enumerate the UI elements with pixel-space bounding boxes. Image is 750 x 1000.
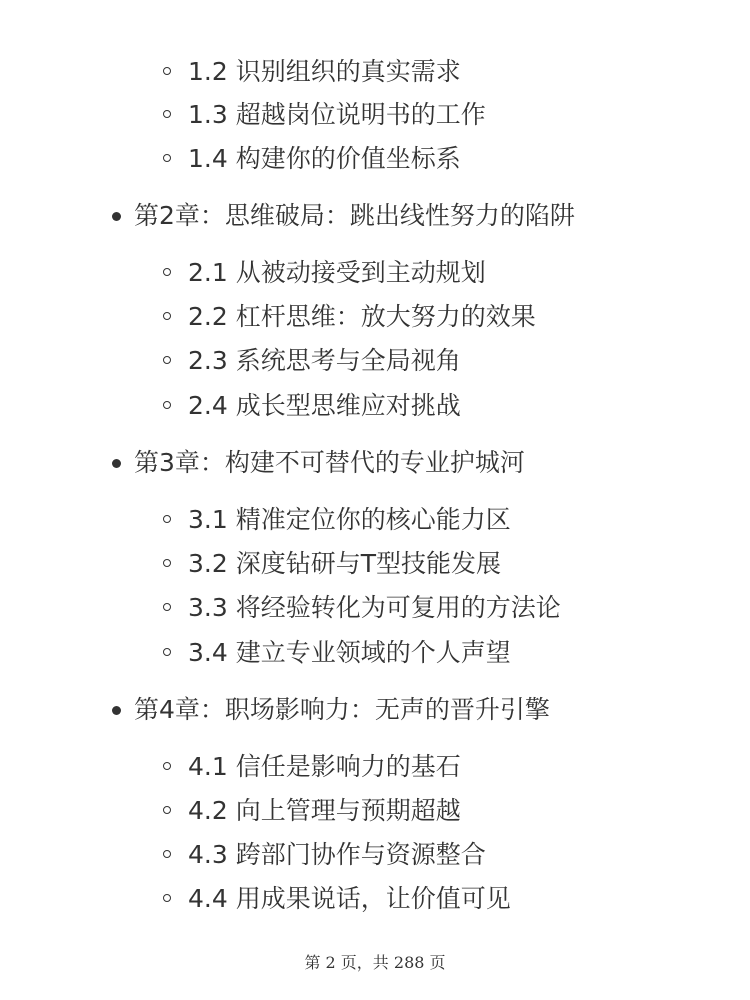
toc-subsection-4-3[interactable]: [188, 840, 486, 870]
toc-subsection-label: 4.3 跨部门协作与资源整合: [188, 840, 486, 869]
toc-subsection-label: 4.1 信任是影响力的基石: [188, 752, 461, 781]
hollow-bullet-icon: [163, 894, 171, 902]
hollow-bullet-icon: [163, 806, 171, 814]
toc-subsection-label: 1.4 构建你的价值坐标系: [188, 144, 461, 173]
hollow-bullet-icon: [163, 603, 171, 611]
hollow-bullet-icon: [163, 356, 171, 364]
hollow-bullet-icon: [163, 67, 171, 75]
toc-subsection-2-4[interactable]: [188, 391, 461, 421]
bullet-icon: [112, 212, 121, 221]
toc-subsection-1-3[interactable]: [188, 100, 486, 130]
hollow-bullet-icon: [163, 268, 171, 276]
toc-chapter-4[interactable]: [134, 695, 550, 725]
toc-subsection-4-2[interactable]: [188, 796, 461, 826]
toc-chapter-3[interactable]: [134, 448, 525, 478]
toc-chapter-title: 第2章：思维破局：跳出线性努力的陷阱: [134, 201, 575, 230]
toc-subsection-label: 3.2 深度钻研与T型技能发展: [188, 549, 501, 578]
toc-subsection-label: 4.2 向上管理与预期超越: [188, 796, 461, 825]
page-number-footer: 第 2 页，共 288 页: [304, 953, 446, 972]
toc-subsection-1-4[interactable]: [188, 144, 461, 174]
toc-chapter-title: 第4章：职场影响力：无声的晋升引擎: [134, 695, 550, 724]
toc-subsection-label: 3.3 将经验转化为可复用的方法论: [188, 593, 561, 622]
hollow-bullet-icon: [163, 401, 171, 409]
hollow-bullet-icon: [163, 762, 171, 770]
toc-subsection-label: 3.4 建立专业领域的个人声望: [188, 638, 511, 667]
toc-subsection-label: 2.2 杠杆思维：放大努力的效果: [188, 302, 536, 331]
hollow-bullet-icon: [163, 154, 171, 162]
toc-subsection-label: 2.1 从被动接受到主动规划: [188, 258, 486, 287]
bullet-icon: [112, 459, 121, 468]
toc-subsection-2-1[interactable]: [188, 258, 486, 288]
hollow-bullet-icon: [163, 850, 171, 858]
hollow-bullet-icon: [163, 312, 171, 320]
toc-subsection-3-3[interactable]: [188, 593, 561, 623]
toc-subsection-3-4[interactable]: [188, 638, 511, 668]
toc-subsection-label: 3.1 精准定位你的核心能力区: [188, 505, 511, 534]
hollow-bullet-icon: [163, 515, 171, 523]
toc-subsection-label: 2.3 系统思考与全局视角: [188, 346, 461, 375]
toc-subsection-3-2[interactable]: [188, 549, 501, 579]
toc-subsection-2-3[interactable]: [188, 346, 461, 376]
toc-subsection-2-2[interactable]: [188, 302, 536, 332]
hollow-bullet-icon: [163, 559, 171, 567]
toc-subsection-1-2[interactable]: [188, 57, 461, 87]
toc-subsection-label: 4.4 用成果说话，让价值可见: [188, 884, 511, 913]
toc-chapter-title: 第3章：构建不可替代的专业护城河: [134, 448, 525, 477]
toc-subsection-3-1[interactable]: [188, 505, 511, 535]
bullet-icon: [112, 706, 121, 715]
toc-chapter-2[interactable]: [134, 201, 575, 231]
toc-subsection-label: 1.3 超越岗位说明书的工作: [188, 100, 486, 129]
hollow-bullet-icon: [163, 648, 171, 656]
toc-subsection-4-1[interactable]: [188, 752, 461, 782]
hollow-bullet-icon: [163, 110, 171, 118]
toc-subsection-4-4[interactable]: [188, 884, 511, 914]
toc-subsection-label: 1.2 识别组织的真实需求: [188, 57, 461, 86]
toc-subsection-label: 2.4 成长型思维应对挑战: [188, 391, 461, 420]
